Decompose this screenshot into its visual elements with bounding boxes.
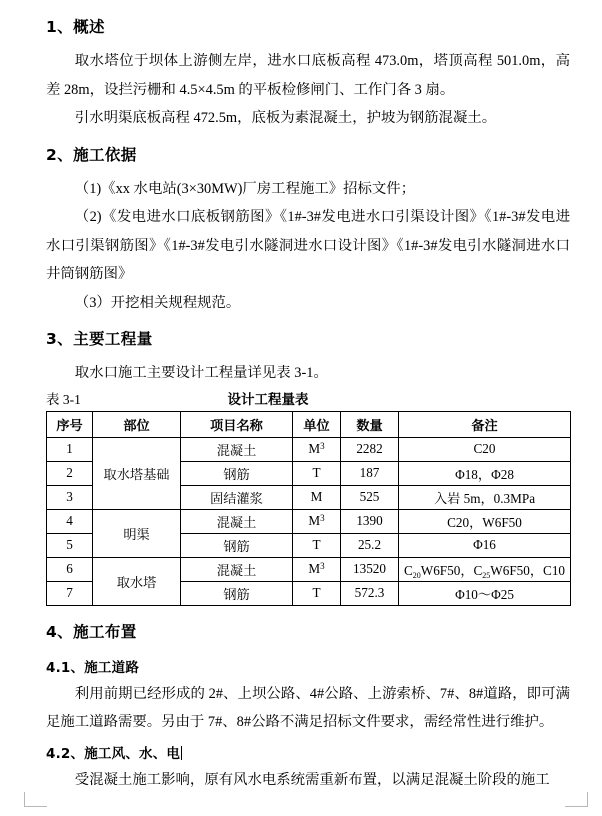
heading-section-3 xyxy=(46,326,570,352)
paragraph-3-1: 取水口施工主要设计工程量详见表 3-1。 xyxy=(74,365,328,381)
design-quantity-table xyxy=(46,411,571,606)
cell-name: 钢筋 xyxy=(181,461,293,485)
cell-name: 混凝土 xyxy=(181,509,293,533)
cell-no: 1 xyxy=(47,437,93,461)
cell-qty: 572.3 xyxy=(341,581,399,605)
cell-note: 入岩 5m，0.3MPa xyxy=(399,485,571,509)
cell-part: 取水塔基础 xyxy=(93,437,181,509)
paragraph-2-1: （1)《xx 水电站(3×30MW)厂房工程施工》招标文件； xyxy=(74,180,416,197)
subsection-4-1-number: 4.1、 xyxy=(46,659,85,676)
table-title: 设计工程量表 xyxy=(227,391,309,408)
table-body xyxy=(47,437,571,605)
cell-qty: 1390 xyxy=(341,509,399,533)
section-3-number: 3、 xyxy=(46,330,74,348)
spacer xyxy=(46,133,570,142)
cell-unit: T xyxy=(293,533,341,557)
paragraph-2-2: （2)《发电进水口底板钢筋图》《1#-3#发电进水口引渠设计图》《1#-3#发电进水口引渠钢筋图》《1#-3#发电引水隧洞进水口设计图》《1#-3#发电引水隧洞进水口井筒钢筋图》 xyxy=(46,209,570,282)
subsection-4-2-title: 施工风、水、电 xyxy=(84,745,181,762)
column-header-note: 备注 xyxy=(399,411,571,437)
heading-section-2 xyxy=(46,142,570,168)
cell-note: $C_{20}W6F50$，$C_{25}W6F50$，C10 xyxy=(399,557,571,581)
cell-no: 6 xyxy=(47,557,93,581)
table-row xyxy=(47,437,571,461)
paragraph-1-1: 取水塔位于坝体上游侧左岸，进水口底板高程 473.0m，塔顶高程 501.0m，高差 28m，设拦污栅和 4.5×4.5m 的平板检修闸门、工作门各 3 扇。 xyxy=(46,53,570,98)
cell-unit: T xyxy=(293,581,341,605)
cell-no: 3 xyxy=(47,485,93,509)
section-4-title: 施工布置 xyxy=(73,622,137,641)
table-row xyxy=(47,509,571,533)
column-header-unit: 单位 xyxy=(293,411,341,437)
column-header-part: 部位 xyxy=(93,411,181,437)
cell-unit: $M^3$ xyxy=(293,437,341,461)
cell-no: 5 xyxy=(47,533,93,557)
spacer xyxy=(46,647,570,656)
cell-unit: T xyxy=(293,461,341,485)
spacer xyxy=(46,317,570,326)
table-header-row xyxy=(47,411,571,437)
subsection-4-2-number: 4.2、 xyxy=(46,745,85,762)
section-1-title: 概述 xyxy=(73,18,105,36)
paragraph-1-2: 引水明渠底板高程 472.5m，底板为素混凝土，护坡为钢筋混凝土。 xyxy=(74,110,497,126)
cell-no: 4 xyxy=(47,509,93,533)
cell-note: Φ10～Φ25 xyxy=(399,581,571,605)
cell-qty: 13520 xyxy=(341,557,399,581)
paragraph-4-1-1: 利用前期已经形成的 2#、上坝公路、4#公路、上游索桥、7#、8#道路，即可满足施工道路需要。另由于 7#、8#公路不满足招标文件要求，需经常性进行维护。 xyxy=(46,685,570,730)
cell-unit: M xyxy=(293,485,341,509)
column-header-name: 项目名称 xyxy=(181,411,293,437)
cell-qty: 25.2 xyxy=(341,533,399,557)
cell-unit: $M^3$ xyxy=(293,509,341,533)
cell-part: 明渠 xyxy=(93,509,181,557)
cell-note: C20 xyxy=(399,437,571,461)
spacer xyxy=(46,606,570,619)
cell-name: 钢筋 xyxy=(181,581,293,605)
paragraph-2-3: （3）开挖相关规程规范。 xyxy=(74,294,241,311)
section-3-title: 主要工程量 xyxy=(73,330,153,348)
cell-note: Φ16 xyxy=(399,533,571,557)
subsection-4-1-title: 施工道路 xyxy=(84,659,140,676)
cell-name: 混凝土 xyxy=(181,437,293,461)
cell-qty: 2282 xyxy=(341,437,399,461)
table-label: 表 3-1 xyxy=(46,391,81,407)
cell-qty: 187 xyxy=(341,461,399,485)
column-header-qty: 数量 xyxy=(341,411,399,437)
section-4-number: 4、 xyxy=(46,622,74,641)
cell-unit: $M^3$ xyxy=(293,557,341,581)
text-cursor xyxy=(181,746,182,760)
cell-qty: 525 xyxy=(341,485,399,509)
heading-subsection-4-2 xyxy=(46,742,570,766)
column-header-no: 序号 xyxy=(47,411,93,437)
cell-name: 钢筋 xyxy=(181,533,293,557)
heading-section-4 xyxy=(46,619,570,645)
table-row xyxy=(47,557,571,581)
section-2-number: 2、 xyxy=(46,145,74,164)
heading-subsection-4-1 xyxy=(46,656,570,680)
cell-note: C20，W6F50 xyxy=(399,509,571,533)
section-1-number: 1、 xyxy=(46,18,74,36)
cell-no: 2 xyxy=(47,461,93,485)
cell-note: Φ18，Φ28 xyxy=(399,461,571,485)
heading-section-1 xyxy=(46,14,570,40)
paragraph-4-2-1: 受混凝土施工影响，原有风水电系统需重新布置，以满足混凝土阶段的施工 xyxy=(74,771,550,788)
cell-no: 7 xyxy=(47,581,93,605)
section-2-title: 施工依据 xyxy=(73,145,137,164)
cell-name: 混凝土 xyxy=(181,557,293,581)
cell-part: 取水塔 xyxy=(93,557,181,605)
cell-name: 固结灌浆 xyxy=(181,485,293,509)
table-caption xyxy=(46,390,570,410)
